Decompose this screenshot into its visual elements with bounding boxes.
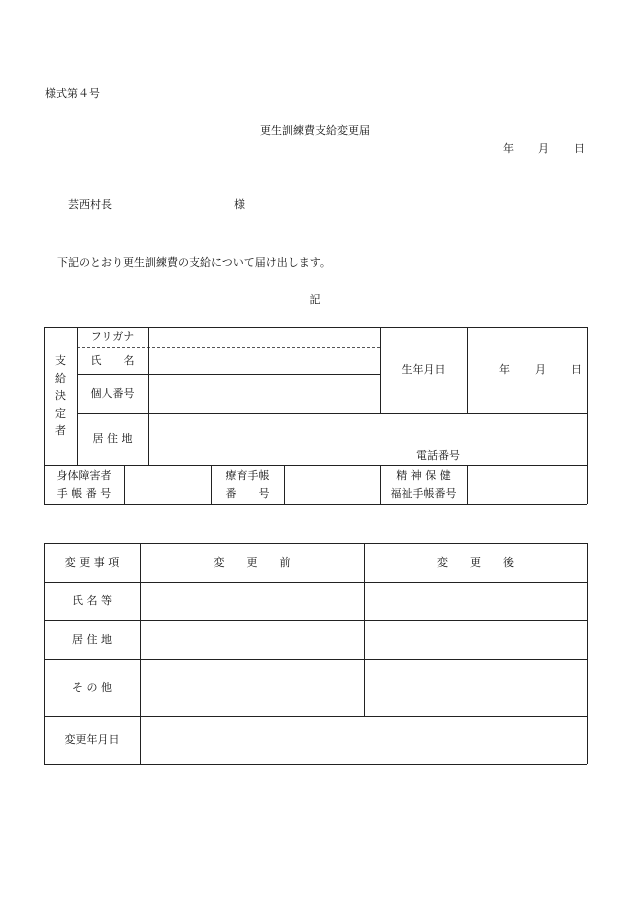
name-field[interactable] — [148, 347, 380, 374]
page-title: 更生訓練費支給変更届 — [260, 124, 370, 137]
furigana-field[interactable] — [148, 327, 380, 347]
disability-cert-field[interactable] — [124, 465, 211, 504]
address-label: 居 住 地 — [92, 432, 133, 446]
addressee-name: 芸西村長 — [68, 198, 112, 211]
date-year-label: 年 — [503, 142, 514, 155]
personal-number-field[interactable] — [148, 374, 380, 413]
group-char: 者 — [55, 424, 66, 438]
ryoiku-cert-field[interactable] — [284, 465, 380, 504]
birth-day-label: 日 — [571, 363, 582, 376]
name-before-field[interactable] — [140, 582, 364, 620]
addressee-honorific: 様 — [234, 198, 245, 211]
birth-date-field[interactable] — [467, 327, 587, 413]
label-line: 精 神 保 健 — [396, 469, 451, 483]
name-after-field[interactable] — [364, 582, 587, 620]
other-before-field[interactable] — [140, 659, 364, 716]
address-after-field[interactable] — [364, 620, 587, 659]
address-field[interactable] — [148, 413, 587, 465]
row-label-name: 氏 名 等 — [72, 594, 112, 608]
label-line: 福祉手帳番号 — [390, 486, 457, 500]
other-after-field[interactable] — [364, 659, 587, 716]
address-before-field[interactable] — [140, 620, 364, 659]
row-label-address: 居 住 地 — [72, 632, 112, 646]
disability-cert-label — [44, 465, 124, 504]
group-char: 給 — [55, 371, 66, 385]
header-after: 変 更 後 — [437, 555, 514, 569]
change-date-field[interactable] — [140, 716, 587, 764]
label-line: 手 帳 番 号 — [56, 486, 112, 500]
mental-cert-label — [380, 465, 467, 504]
birth-month-label: 月 — [535, 363, 546, 376]
ki-label: 記 — [309, 293, 321, 306]
row-label-other: そ の 他 — [72, 680, 112, 694]
name-label: 氏 名 — [90, 353, 135, 367]
mental-cert-field[interactable] — [467, 465, 587, 504]
recipient-group-label — [44, 350, 77, 442]
date-day-label: 日 — [574, 142, 585, 155]
furigana-label: フリガナ — [90, 330, 135, 344]
date-month-label: 月 — [538, 142, 549, 155]
form-number: 様式第４号 — [45, 87, 100, 100]
group-char: 決 — [55, 389, 66, 403]
label-line: 身体障害者 — [56, 469, 112, 483]
birth-year-label: 年 — [499, 363, 510, 376]
group-char: 定 — [55, 406, 66, 420]
group-char: 支 — [55, 354, 66, 368]
birth-date-label: 生年月日 — [401, 363, 446, 377]
header-change-item: 変 更 事 項 — [64, 555, 120, 569]
change-date-label: 変更年月日 — [64, 733, 120, 747]
label-line: 療育手帳 — [225, 469, 270, 483]
intro-text: 下記のとおり更生訓練費の支給について届け出します。 — [57, 256, 331, 269]
label-line: 番 号 — [225, 486, 270, 500]
ryoiku-cert-label — [211, 465, 284, 504]
phone-label: 電話番号 — [416, 449, 460, 462]
header-before: 変 更 前 — [213, 555, 291, 569]
personal-number-label: 個人番号 — [90, 386, 135, 400]
